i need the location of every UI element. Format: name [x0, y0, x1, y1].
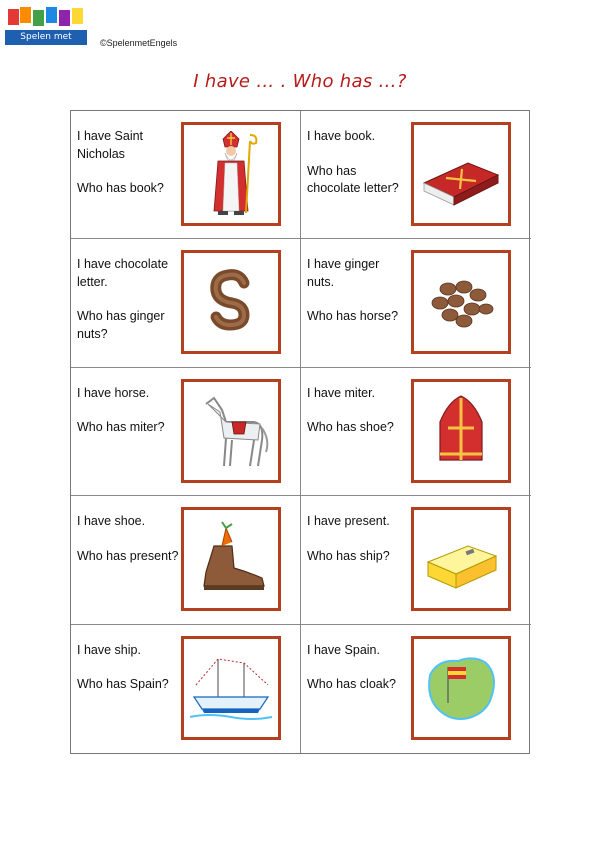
- have-text: I have ship.: [77, 642, 141, 657]
- copyright: ©SpelenmetEngels: [100, 38, 178, 48]
- picture-frame: [181, 507, 281, 611]
- page-title: I have … . Who has …?: [193, 71, 407, 92]
- have-text: I have chocolate letter.: [77, 257, 169, 289]
- book-icon: [418, 131, 504, 217]
- who-text: Who has present?: [77, 548, 179, 563]
- chocolate-letter-icon: [188, 259, 274, 345]
- card: [301, 496, 531, 624]
- who-text: Who has shoe?: [307, 420, 394, 435]
- card: [71, 368, 301, 496]
- logo-letters-icon: [7, 6, 85, 28]
- who-text: Who has ginger nuts?: [77, 309, 165, 341]
- have-text: I have ginger nuts.: [307, 257, 380, 289]
- card: [71, 111, 301, 239]
- spain-map-icon: [418, 645, 504, 731]
- have-text: I have Saint Nicholas: [77, 129, 144, 161]
- who-text: Who has Spain?: [77, 677, 169, 692]
- card-grid: [70, 110, 530, 754]
- picture-frame: [411, 507, 511, 611]
- card: [301, 111, 531, 239]
- saint-nicholas-icon: [188, 131, 274, 217]
- have-text: I have book.: [307, 129, 376, 143]
- picture-frame: [181, 379, 281, 483]
- card: [301, 625, 531, 753]
- who-text: Who has book?: [77, 181, 164, 195]
- card: [301, 239, 531, 367]
- who-text: Who has chocolate letter?: [307, 163, 399, 195]
- card: [71, 496, 301, 624]
- have-text: I have miter.: [307, 385, 376, 400]
- card: [301, 368, 531, 496]
- have-text: I have shoe.: [77, 514, 146, 529]
- card: [71, 625, 301, 753]
- miter-icon: [418, 388, 504, 474]
- picture-frame: [411, 379, 511, 483]
- ginger-nuts-icon: [418, 259, 504, 345]
- card: [71, 239, 301, 367]
- picture-frame: [181, 122, 281, 226]
- who-text: Who has miter?: [77, 420, 165, 435]
- present-icon: [418, 516, 504, 602]
- who-text: Who has horse?: [307, 309, 399, 324]
- horse-icon: [188, 388, 274, 474]
- picture-frame: [181, 636, 281, 740]
- have-text: I have Spain.: [307, 642, 380, 657]
- have-text: I have horse.: [77, 385, 150, 400]
- logo-text: Spelen met Engels: [5, 30, 87, 45]
- logo: [5, 6, 87, 57]
- picture-frame: [411, 250, 511, 354]
- who-text: Who has cloak?: [307, 677, 396, 692]
- who-text: Who has ship?: [307, 548, 390, 563]
- picture-frame: [181, 250, 281, 354]
- have-text: I have present.: [307, 514, 390, 529]
- ship-icon: [188, 645, 274, 731]
- picture-frame: [411, 122, 511, 226]
- shoe-icon: [188, 516, 274, 602]
- picture-frame: [411, 636, 511, 740]
